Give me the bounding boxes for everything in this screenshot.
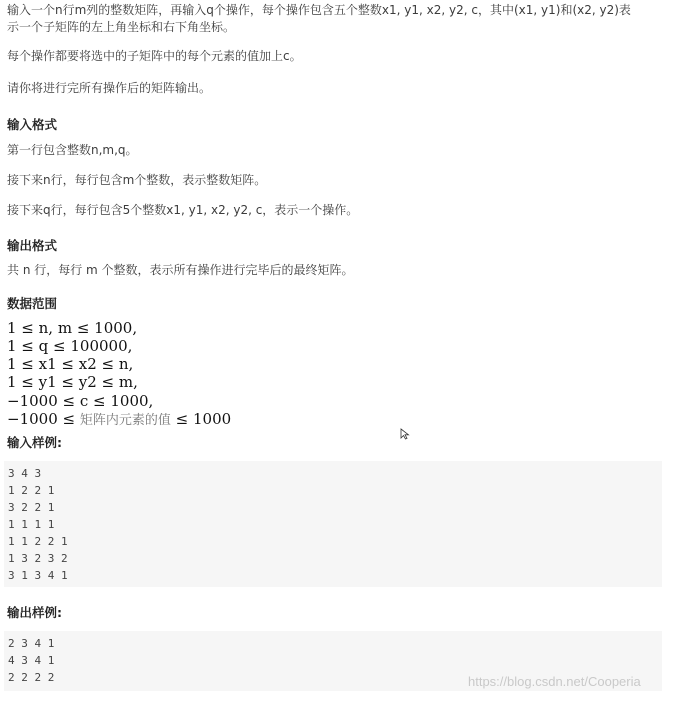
range-element <box>7 410 231 430</box>
input-format-heading: 输入格式 <box>7 117 58 132</box>
sample-input-line: 1 2 2 1 <box>8 484 55 497</box>
sample-output-line: 2 2 2 2 <box>8 671 55 684</box>
output-format-heading: 输出格式 <box>7 238 58 253</box>
range-c: −1000 ≤ c ≤ 1000, <box>7 392 154 410</box>
range-element-prefix: −1000 ≤ <box>7 410 80 428</box>
mouse-cursor-icon <box>400 428 410 440</box>
range-element-suffix: ≤ 1000 <box>170 410 232 428</box>
range-n-m: 1 ≤ n, m ≤ 1000, <box>7 319 138 337</box>
sample-input-line: 1 1 1 1 <box>8 518 55 531</box>
range-element-label: 矩阵内元素的值 <box>79 413 171 428</box>
sample-input-heading: 输入样例: <box>7 435 62 450</box>
sample-input-line: 3 1 3 4 1 <box>8 569 68 582</box>
output-format-line-1: 共 n 行，每行 m 个整数，表示所有操作进行完毕后的最终矩阵。 <box>7 263 354 277</box>
input-format-line-1: 第一行包含整数n,m,q。 <box>7 143 138 157</box>
input-format-line-2: 接下来n行，每行包含m个整数，表示整数矩阵。 <box>7 173 267 187</box>
sample-output-line: 4 3 4 1 <box>8 654 55 667</box>
range-q: 1 ≤ q ≤ 100000, <box>7 337 133 355</box>
sample-input-line: 3 4 3 <box>8 467 42 480</box>
sample-output-line: 2 3 4 1 <box>8 637 55 650</box>
input-format-line-3: 接下来q行，每行包含5个整数x1, y1, x2, y2, c，表示一个操作。 <box>7 203 359 217</box>
intro-line-1: 输入一个n行m列的整数矩阵，再输入q个操作，每个操作包含五个整数x1, y1, x2, y2, c，其中(x1, y1)和(x2, y2)表 <box>7 3 631 17</box>
csdn-watermark: https://blog.csdn.net/Cooperia <box>468 674 641 689</box>
sample-input-line: 3 2 2 1 <box>8 501 55 514</box>
data-range-heading: 数据范围 <box>7 296 58 311</box>
range-y: 1 ≤ y1 ≤ y2 ≤ m, <box>7 373 138 391</box>
sample-input-line: 1 1 2 2 1 <box>8 535 68 548</box>
sample-input-block <box>4 461 662 587</box>
intro-line-2: 示一个子矩阵的左上角坐标和右下角坐标。 <box>7 20 236 34</box>
range-x: 1 ≤ x1 ≤ x2 ≤ n, <box>7 355 134 373</box>
sample-input-line: 1 3 2 3 2 <box>8 552 68 565</box>
intro-line-4: 请你将进行完所有操作后的矩阵输出。 <box>7 81 212 95</box>
intro-line-3: 每个操作都要将选中的子矩阵中的每个元素的值加上c。 <box>7 49 302 63</box>
sample-output-heading: 输出样例: <box>7 605 62 620</box>
